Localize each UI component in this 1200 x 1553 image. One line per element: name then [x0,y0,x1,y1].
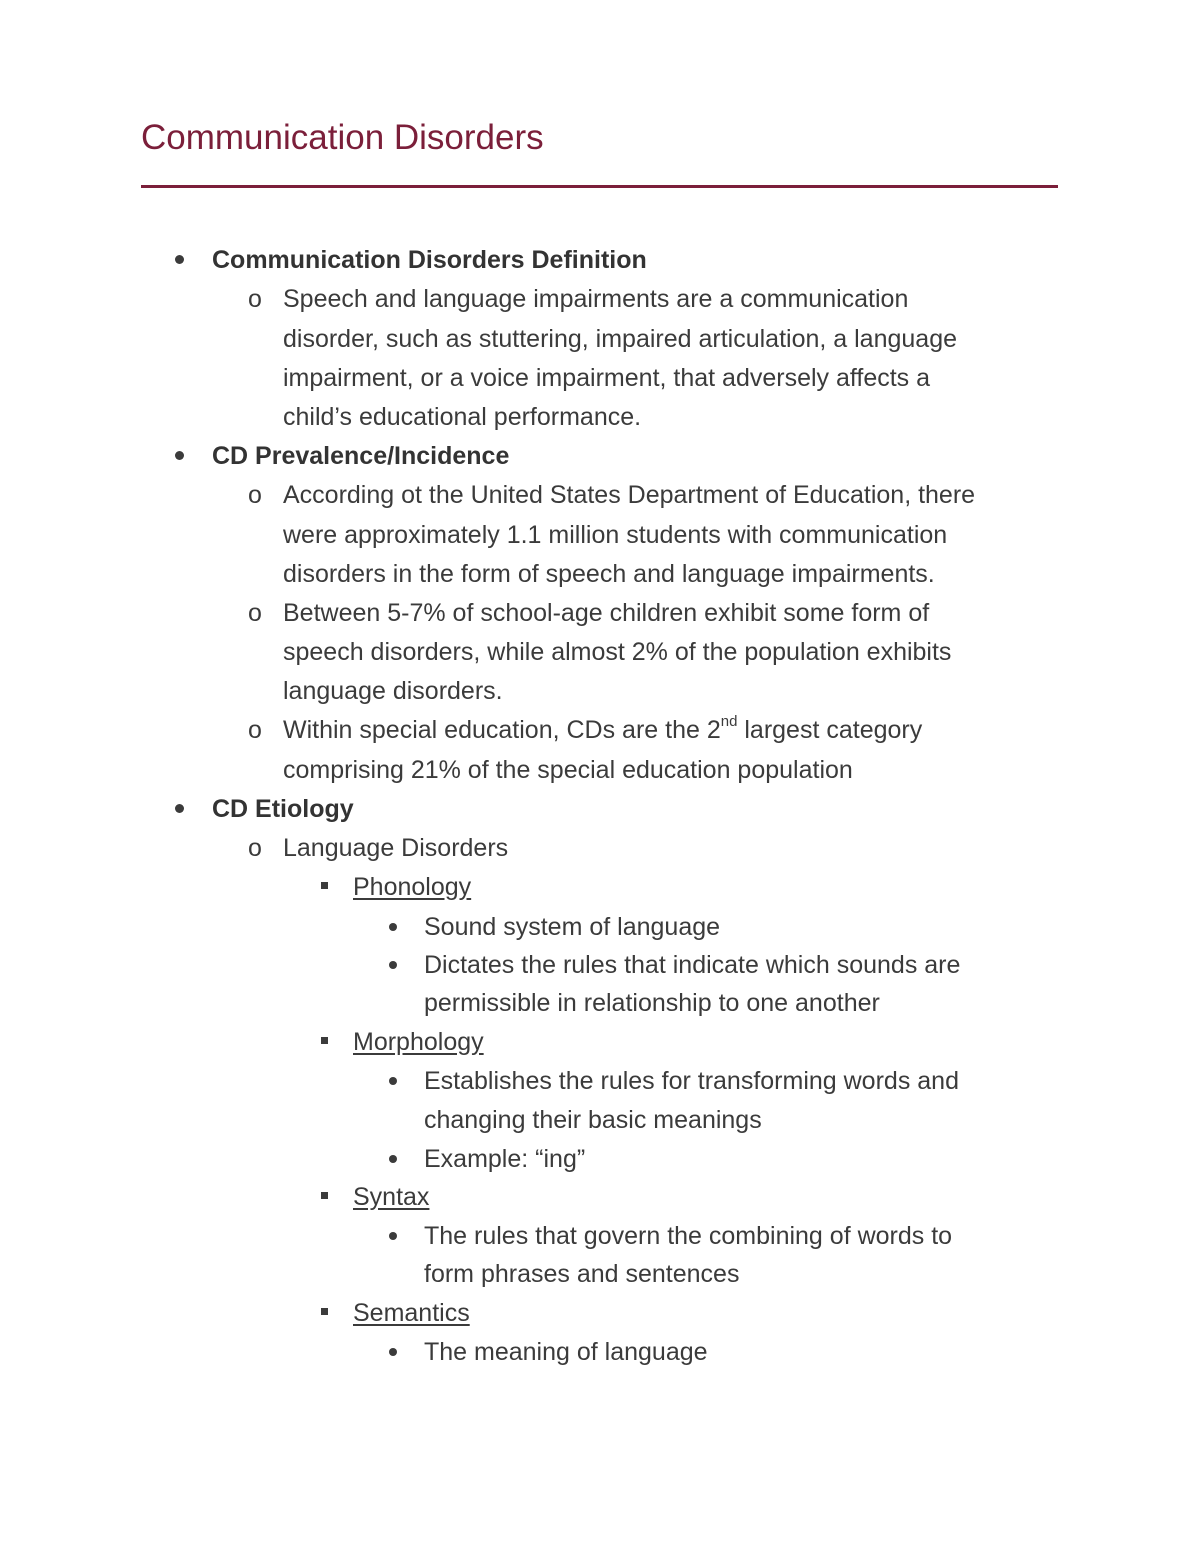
bullet-icon [389,1232,397,1240]
list-item-line: speech disorders, while almost 2% of the population exhibits [283,638,952,666]
list-item-line: form phrases and sentences [424,1260,740,1288]
list-item-line: Sound system of language [424,913,721,941]
subtopic-label: Syntax [353,1183,430,1211]
circle-marker-icon: o [248,834,262,862]
list-item-line: disorder, such as stuttering, impaired articulation, a language [283,325,957,353]
list-item-line: The meaning of language [424,1338,708,1366]
bullet-icon [389,923,397,931]
list-item-line: Example: “ing” [424,1145,586,1173]
list-item-line: comprising 21% of the special education population [283,756,853,784]
list-item-line: disorders in the form of speech and language impairments. [283,560,935,588]
list-item-line: were approximately 1.1 million students with communication [283,521,948,549]
circle-marker-icon: o [248,599,262,627]
text-run: Within special education, CDs are the 2 [283,716,721,744]
bullet-icon [175,255,184,264]
list-item-line: The rules that govern the combining of words to [424,1222,953,1250]
list-item-line: child’s educational performance. [283,403,642,431]
subtopic-label: Morphology [353,1028,484,1056]
list-item-line: Language Disorders [283,834,509,862]
bullet-icon [389,961,397,969]
bullet-icon [389,1348,397,1356]
list-item-line: permissible in relationship to one another [424,989,880,1017]
text-run: largest category [737,716,923,744]
subtopic-label: Phonology [353,873,472,901]
list-item-line: According ot the United States Department of Education, there [283,481,976,509]
bullet-icon [175,451,184,460]
subtopic-label: Semantics [353,1299,470,1327]
bullet-icon [175,804,184,813]
list-item-line: language disorders. [283,677,503,705]
square-bullet-icon [321,1308,328,1315]
list-item-line: Speech and language impairments are a communication [283,285,909,313]
square-bullet-icon [321,882,328,889]
page-title: Communication Disorders [141,118,544,157]
bullet-icon [389,1155,397,1163]
list-item-line: impairment, or a voice impairment, that adversely affects a [283,364,931,392]
square-bullet-icon [321,1037,328,1044]
list-item-line: Between 5-7% of school-age children exhibit some form of [283,599,930,627]
superscript: nd [720,712,738,730]
list-item-line: changing their basic meanings [424,1106,762,1134]
section-heading: Communication Disorders Definition [212,246,647,274]
circle-marker-icon: o [248,285,262,313]
title-divider [141,185,1058,188]
list-item-line [283,711,922,750]
square-bullet-icon [321,1192,328,1199]
circle-marker-icon: o [248,481,262,509]
circle-marker-icon: o [248,716,262,744]
list-item-line: Establishes the rules for transforming words and [424,1067,959,1095]
list-item-line: Dictates the rules that indicate which sounds are [424,951,961,979]
section-heading: CD Etiology [212,795,354,823]
section-heading: CD Prevalence/Incidence [212,442,510,470]
bullet-icon [389,1077,397,1085]
